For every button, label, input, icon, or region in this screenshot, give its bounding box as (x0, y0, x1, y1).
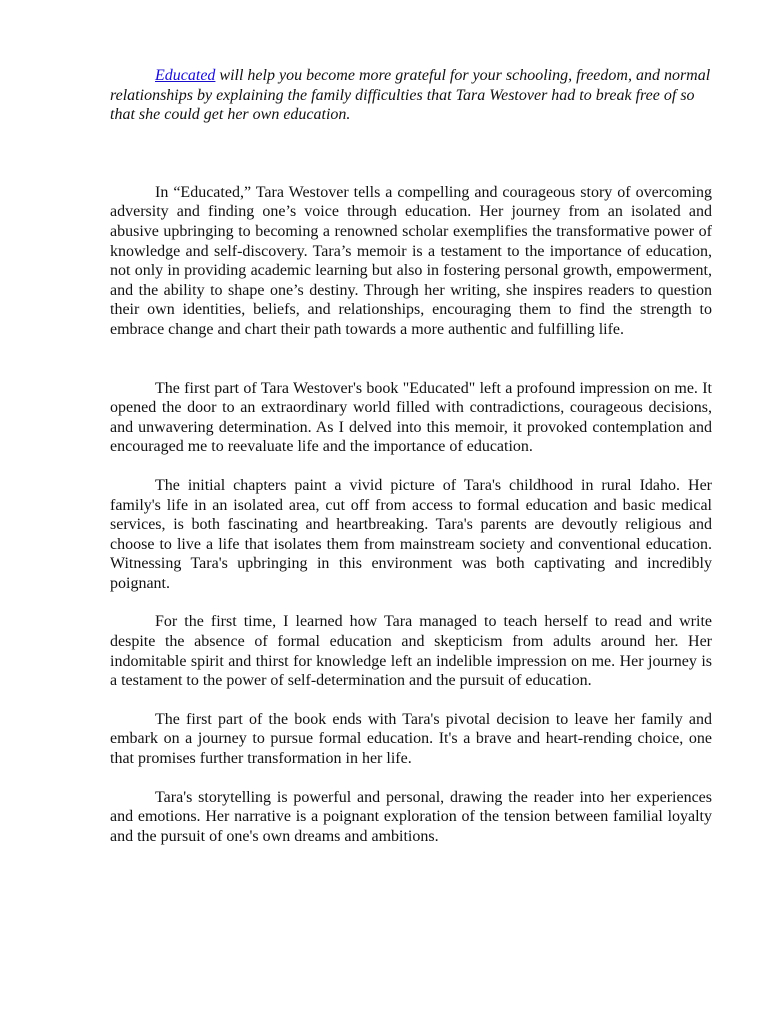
spacer (110, 125, 712, 183)
paragraph-self-taught: For the first time, I learned how Tara managed to teach herself to read and write despite the absence of formal education and skepticism from adults around her. Her indomitable spirit and thirst for knowledge left an indelible impression on me. Her journey is a testament to the power of self-determination and the pursuit of education. (110, 613, 712, 690)
intro-text: will help you become more grateful for your schooling, freedom, and normal relationships by explaining the family difficulties that Tara Westover had to break free of so that she could get her own education. (110, 67, 711, 124)
document-page (110, 66, 712, 846)
spacer (110, 593, 712, 612)
spacer (110, 457, 712, 476)
spacer (110, 340, 712, 379)
spacer (110, 769, 712, 788)
paragraph-first-part: The first part of Tara Westover's book "Educated" left a profound impression on me. It opened the door to an extraordinary world filled with contradictions, courageous decisions, and unwavering determination. As I delved into this memoir, it provoked contemplation and encouraged me to reevaluate life and the importance of education. (110, 379, 712, 456)
paragraph-decision: The first part of the book ends with Tara's pivotal decision to leave her family and embark on a journey to pursue formal education. It's a brave and heart-rending choice, one that promises further transformation in her life. (110, 710, 712, 768)
paragraph-overview: In “Educated,” Tara Westover tells a compelling and courageous story of overcoming adversity and finding one’s voice through education. Her journey from an isolated and abusive upbringing to becoming a renowned scholar exemplifies the transformative power of knowledge and self-discovery. Tara’s memoir is a testament to the importance of education, not only in providing academic learning but also in fostering personal growth, empowerment, and the ability to shape one’s destiny. Through her writing, she inspires readers to question their own identities, beliefs, and relationships, encouraging them to find the strength to embrace change and chart their path towards a more authentic and fulfilling life. (110, 183, 712, 338)
spacer (110, 691, 712, 710)
paragraph-storytelling: Tara's storytelling is powerful and personal, drawing the reader into her experiences and emotions. Her narrative is a poignant exploration of the tension between familial loyalty and the pursuit of one's own dreams and ambitions. (110, 788, 712, 845)
paragraph-initial-chapters: The initial chapters paint a vivid picture of Tara's childhood in rural Idaho. Her family's life in an isolated area, cut off from access to formal education and basic medical services, is both fascinating and heartbreaking. Tara's parents are devoutly religious and choose to live a life that isolates them from mainstream society and conventional education. Witnessing Tara's upbringing in this environment was both captivating and incredibly poignant. (110, 476, 712, 592)
intro-paragraph (110, 66, 712, 125)
educated-link[interactable]: Educated (155, 67, 216, 84)
